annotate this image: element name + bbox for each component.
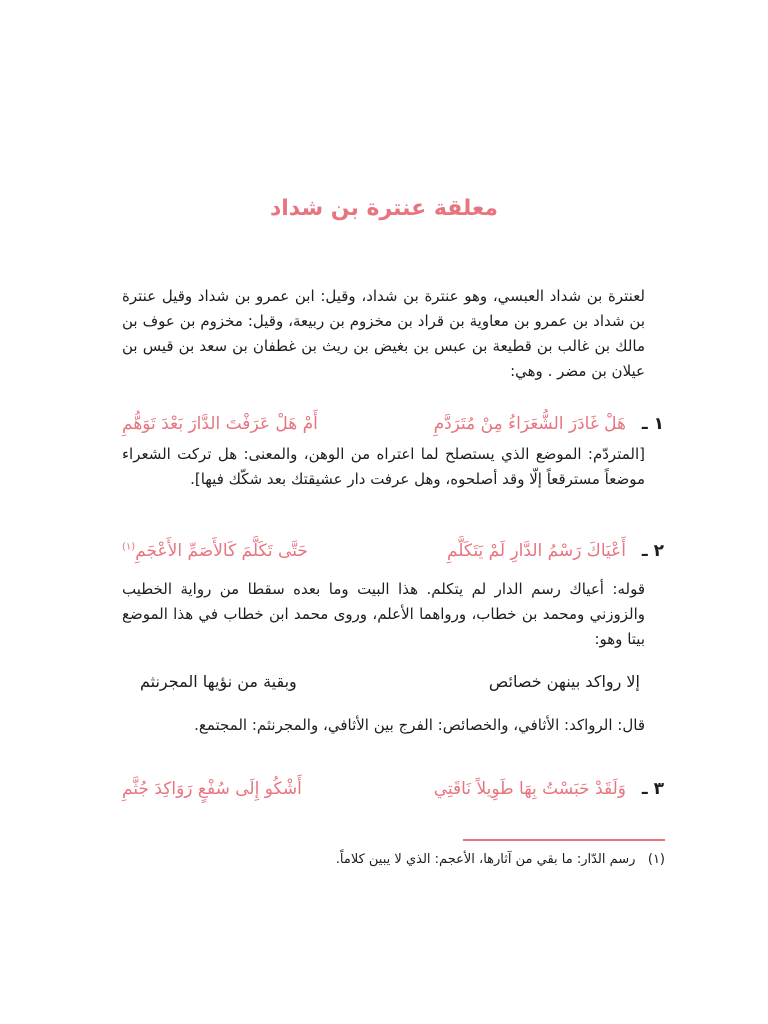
verse-2 — [122, 537, 664, 565]
verse-number: ١ ـ — [641, 414, 664, 434]
verse-second-hemistich — [122, 541, 409, 561]
intro-paragraph: لعنترة بن شداد العبسي، وهو عنترة بن شداد، وقيل: ابن عمرو بن شداد وقيل عنترة بن شداد بن عمرو بن معاوية بن قراد بن مخزوم بن ربيعة، وقيل: مخزوم بن عوف بن مالك بن غالب بن قطيعة بن عبس بن بغيض بن ريث بن غطفان بن سعد بن قيس بن عيلان بن مضر . وهي: — [122, 287, 645, 380]
commentary-paragraph-3: قال: الرواكد: الأثافي، والخصائص: الفرج بين الأثافي، والمجرنثم: المجتمع. — [194, 716, 645, 734]
footnote-marker: (١) — [647, 852, 665, 867]
verse-second-hemistich-text: حَتَّى تَكَلَّمَ كَالأَصَمِّ الأَعْجَمِ — [135, 541, 308, 561]
verse-first-hemistich: أَعْيَاكَ رَسْمُ الدَّارِ لَمْ يَتَكَلَّمِ — [446, 541, 626, 561]
verse-number: ٢ ـ — [641, 541, 664, 561]
footnote-text: رسم الدّار: ما بقي من آثارها، الأعجم: الذي لا يبين كلاماً. — [335, 852, 636, 867]
quoted-verse — [140, 672, 640, 691]
verse-number: ٣ ـ — [641, 779, 664, 799]
verse-first-hemistich: وَلَقَدْ حَبَسْتُ بِهَا طَوِيلاً نَاقَتِي — [433, 779, 626, 799]
quoted-verse-first-hemistich: إلا رواكد بينهن خصائص — [488, 672, 640, 691]
footnote-divider — [463, 839, 665, 841]
verse-3 — [122, 775, 664, 803]
verse-second-hemistich: أَمْ هَلْ عَرَفْتَ الدَّارَ بَعْدَ تَوَهُّمِ — [122, 414, 318, 434]
verse-second-hemistich: أَشْكُو إِلَى سُفْعٍ رَوَاكِدَ جُثَّمِ — [122, 779, 302, 799]
verse-1 — [122, 410, 664, 438]
footnote-reference[interactable]: (١) — [122, 541, 136, 553]
commentary-paragraph-1: [المتردّم: الموضع الذي يستصلح لما اعتراه من الوهن، والمعنى: هل تركت الشعراء موضعاً مسترقعاً إلّا وقد أصلحوه، وهل عرفت دار عشيقتك بعد شكّك فيها]. — [122, 445, 645, 488]
footnote — [150, 850, 665, 870]
page-title: معلقة عنترة بن شداد — [269, 196, 499, 221]
quoted-verse-second-hemistich: وبقية من نؤيها المجرنثم — [140, 672, 297, 691]
verse-first-hemistich: هَلْ غَادَرَ الشُّعَرَاءُ مِنْ مُتَرَدَّمِ — [433, 414, 626, 434]
commentary-paragraph-2: قوله: أعياك رسم الدار لم يتكلم. هذا البيت وما بعده سقطا من رواية الخطيب والزوزني ومحمد بن خطاب، ورواهما الأعلم، وروى محمد ابن خطاب في هذا الموضع بيتا وهو: — [122, 580, 645, 648]
